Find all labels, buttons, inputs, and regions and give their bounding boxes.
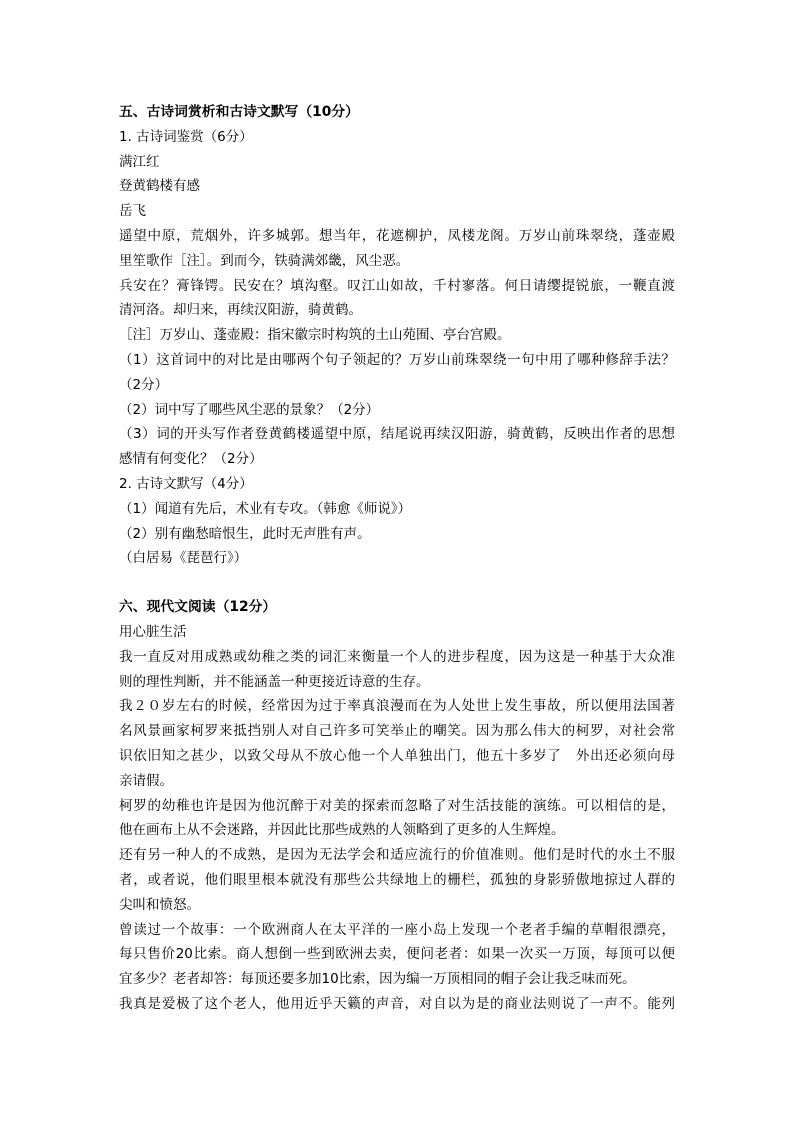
recitation-item: （白居易《琵琶行》） — [119, 550, 248, 567]
question-1-title: 1. 古诗词鉴赏（6分） — [119, 128, 253, 145]
article-line: 识依旧知之甚少，以致父母从不放心他一个人单独出门，他五十多岁了 外出还必须向母 — [119, 747, 675, 764]
poem-line: 清河洛。却归来，再续汉阳游，骑黄鹤。 — [119, 302, 362, 319]
section-gap — [119, 571, 675, 595]
poem-author: 岳飞 — [119, 203, 146, 220]
question-line: （2）词中写了哪些风尘恶的景象？（2分） — [119, 401, 380, 418]
article-line: 还有另一种人的不成熟，是因为无法学会和适应流行的价值准则。他们是时代的水土不服 — [119, 847, 675, 864]
article-line: 尖叫和愤怒。 — [119, 896, 200, 913]
article-line: 宜多少？老者却答：每顶还要多加10比索，因为编一万顶相同的帽子会让我乏味而死。 — [119, 971, 636, 988]
article-line: 每只售价20比索。商人想倒一些到欧洲去卖，便问老者：如果一次买一万顶，每顶可以便 — [119, 946, 675, 963]
article-line: 者，或者说，他们眼里根本就没有那些公共绿地上的栅栏，孤独的身影骄傲地掠过人群的 — [119, 871, 675, 888]
question-line: （1）这首词中的对比是由哪两个句子领起的？万岁山前珠翠绕一句中用了哪种修辞手法？ — [119, 351, 675, 368]
poem-subtitle: 登黄鹤楼有感 — [119, 178, 200, 195]
document-page — [119, 100, 675, 1017]
article-line: 亲请假。 — [119, 772, 173, 789]
poem-line: 里笙歌作［注］。到而今，铁骑满郊畿，风尘恶。 — [119, 252, 410, 269]
poem-title: 满江红 — [119, 153, 160, 170]
recitation-item: （1）闻道有先后，术业有专攻。（韩愈《师说》） — [119, 500, 412, 517]
question-line: （3）词的开头写作者登黄鹤楼遥望中原，结尾说再续汉阳游，骑黄鹤，反映出作者的思想 — [119, 426, 675, 443]
poem-note: ［注］万岁山、蓬壶殿：指宋徽宗时构筑的土山苑囿、亭台宫殿。 — [119, 327, 511, 344]
article-title: 用心脏生活 — [119, 623, 187, 640]
article-line: 他在画布上从不会迷路，并因此比那些成熟的人领略到了更多的人生辉煌。 — [119, 822, 565, 839]
question-2-title: 2. 古诗文默写（4分） — [119, 475, 253, 492]
section-five-heading: 五、古诗词赏析和古诗文默写（10分） — [119, 104, 359, 120]
section-six-heading: 六、现代文阅读（12分） — [119, 599, 277, 616]
article-line: 柯罗的幼稚也许是因为他沉醉于对美的探索而忽略了对生活技能的演练。可以相信的是， — [119, 797, 675, 814]
question-line: （2分） — [119, 376, 169, 393]
poem-line: 兵安在？膏锋锷。民安在？填沟壑。叹江山如故，千村寥落。何日请缨提锐旅，一鞭直渡 — [119, 277, 675, 294]
article-line: 曾读过一个故事：一个欧洲商人在太平洋的一座小岛上发现一个老者手编的草帽很漂亮， — [119, 921, 675, 938]
poem-line: 遥望中原，荒烟外，许多城郭。想当年，花遮柳护，凤楼龙阁。万岁山前珠翠绕，蓬壶殿 — [119, 227, 675, 244]
article-line: 则的理性判断，并不能涵盖一种更接近诗意的生存。 — [119, 673, 430, 690]
article-line: 我真是爱极了这个老人，他用近乎天籁的声音，对自以为是的商业法则说了一声不。能列 — [119, 995, 675, 1012]
recitation-item: （2）别有幽愁暗恨生，此时无声胜有声。 — [119, 525, 371, 542]
article-line: 我２０岁左右的时候，经常因为过于率真浪漫而在为人处世上发生事故，所以便用法国著 — [119, 698, 675, 715]
article-line: 我一直反对用成熟或幼稚之类的词汇来衡量一个人的进步程度，因为这是一种基于大众准 — [119, 648, 675, 665]
article-line: 名风景画家柯罗来抵挡别人对自己许多可笑举止的嘲笑。因为那么伟大的柯罗，对社会常 — [119, 723, 675, 740]
question-line: 感情有何变化？（2分） — [119, 451, 263, 468]
